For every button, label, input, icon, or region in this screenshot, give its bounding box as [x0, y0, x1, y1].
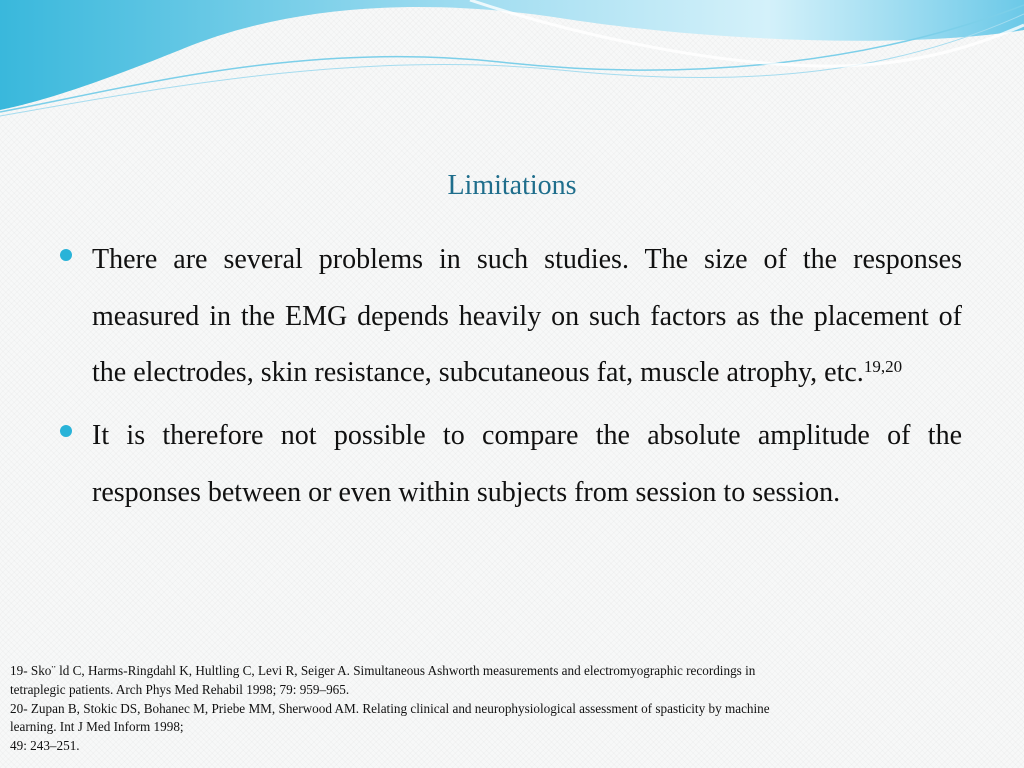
bullet-item — [58, 408, 962, 521]
header-wave-decoration — [0, 0, 1024, 120]
bullet-list — [58, 232, 962, 528]
reference-19: 19- Sko¨ ld C, Harms-Ringdahl K, Hultling C, Levi R, Seiger A. Simultaneous Ashworth measurements and electromyographic recordings in tetraplegic patients. Arch Phys Med Rehabil 1998; 79: 959–965. — [10, 663, 756, 697]
references — [10, 662, 1010, 756]
bullet-text: It is therefore not possible to compare the absolute amplitude of the responses between or even within subjects from session to session. — [92, 420, 962, 508]
bullet-text: There are several problems in such studies. The size of the responses measured in the EMG depends heavily on such factors as the placement of the electrodes, skin resistance, subcutaneous fat, muscle atrophy, etc.$^{19,20}$ — [92, 244, 962, 389]
reference-20: 20- Zupan B, Stokic DS, Bohanec M, Priebe MM, Sherwood AM. Relating clinical and neurophysiological assessment of spasticity by machine learning. Int J Med Inform 1998; 49: 243–251. — [10, 700, 770, 754]
bullet-dot-icon — [60, 249, 72, 261]
citation-superscript: 19,20 — [863, 357, 903, 377]
bullet-dot-icon — [60, 425, 72, 437]
slide-title: Limitations — [447, 170, 577, 201]
bullet-item — [58, 232, 962, 402]
